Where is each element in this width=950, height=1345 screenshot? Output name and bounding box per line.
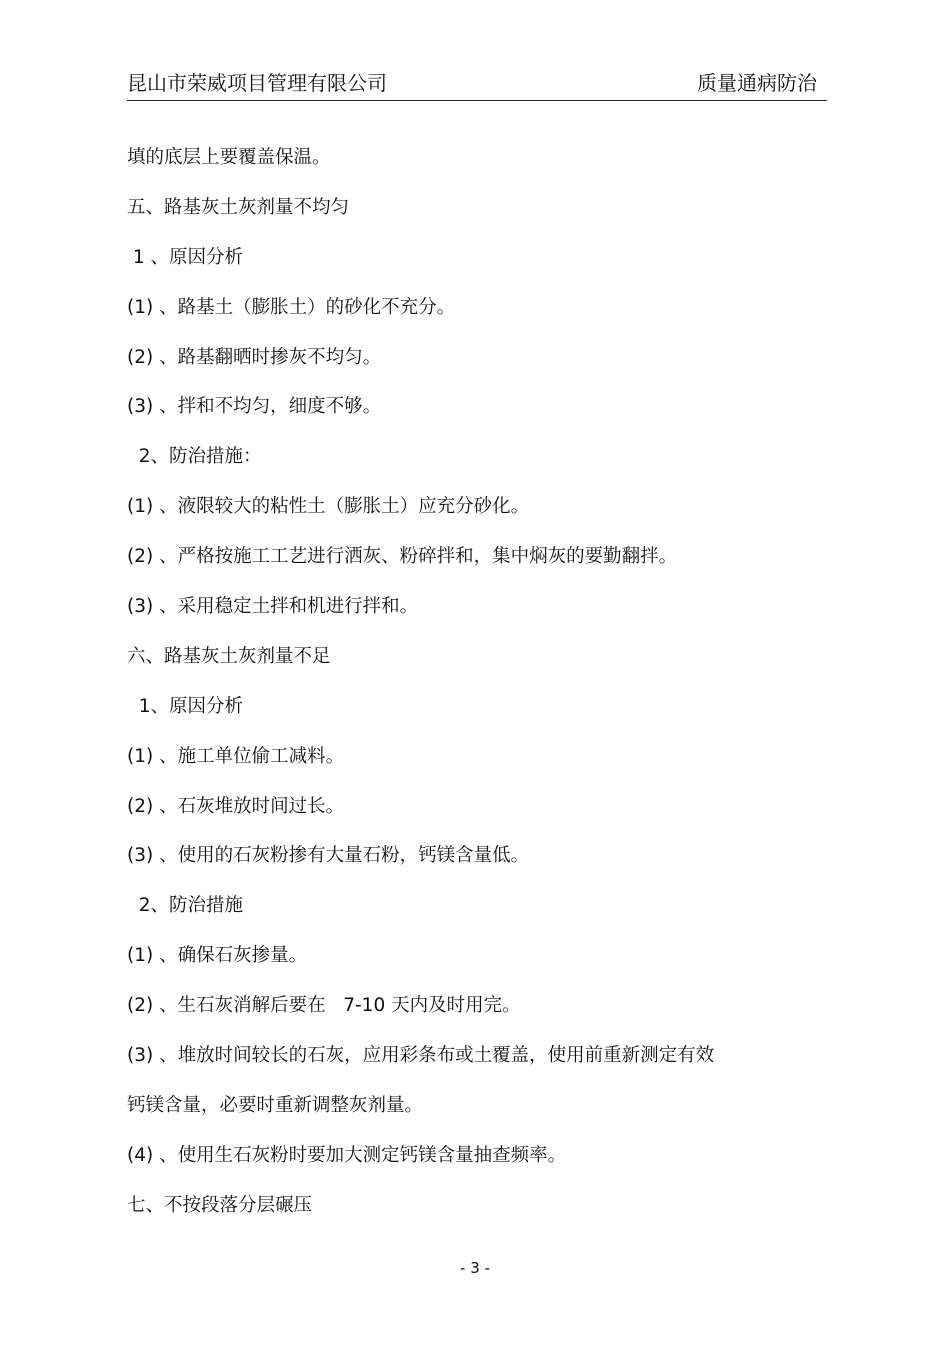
subheading: 2、防治措施 bbox=[127, 895, 244, 917]
section-title: 质量通病防治 bbox=[697, 71, 817, 95]
list-item: (2) 、路基翻晒时掺灰不均匀。 bbox=[127, 346, 382, 368]
company-name: 昆山市荣威项目管理有限公司 bbox=[127, 71, 387, 95]
page-header bbox=[127, 68, 827, 101]
section-heading: 七、不按段落分层碾压 bbox=[127, 1194, 313, 1216]
list-item: (3) 、堆放时间较长的石灰，应用彩条布或土覆盖，使用前重新测定有效 bbox=[127, 1045, 715, 1067]
subheading: 1 、原因分析 bbox=[127, 246, 244, 268]
section-heading: 六、路基灰土灰剂量不足 bbox=[127, 645, 331, 667]
list-item-continuation: 钙镁含量，必要时重新调整灰剂量。 bbox=[127, 1094, 424, 1116]
list-item: (1) 、施工单位偷工减料。 bbox=[127, 745, 345, 767]
list-item: (3) 、采用稳定土拌和机进行拌和。 bbox=[127, 596, 419, 618]
document-body bbox=[127, 138, 827, 1236]
section-heading: 五、路基灰土灰剂量不均匀 bbox=[127, 196, 350, 218]
list-item: (3) 、拌和不均匀，细度不够。 bbox=[127, 396, 382, 418]
text-line: 填的底层上要覆盖保温。 bbox=[127, 147, 331, 168]
page-number: - 3 - bbox=[460, 1259, 490, 1277]
list-item: (3) 、使用的石灰粉掺有大量石粉，钙镁含量低。 bbox=[127, 845, 530, 867]
list-item: (1) 、液限较大的粘性土（膨胀土）应充分砂化。 bbox=[127, 496, 530, 518]
list-item: (2) 、严格按施工工艺进行洒灰、粉碎拌和，集中焖灰的要勤翻拌。 bbox=[127, 546, 678, 568]
subheading: 2、防治措施： bbox=[127, 446, 262, 468]
list-item: (1) 、路基土（膨胀土）的砂化不充分。 bbox=[127, 296, 456, 318]
list-item: (2) 、石灰堆放时间过长。 bbox=[127, 795, 345, 817]
list-item: (4) 、使用生石灰粉时要加大测定钙镁含量抽查频率。 bbox=[127, 1144, 567, 1166]
subheading: 1、原因分析 bbox=[127, 695, 244, 717]
list-item: (1) 、确保石灰掺量。 bbox=[127, 945, 308, 967]
list-item: (2) 、生石灰消解后要在 7-10 天内及时用完。 bbox=[127, 995, 521, 1017]
